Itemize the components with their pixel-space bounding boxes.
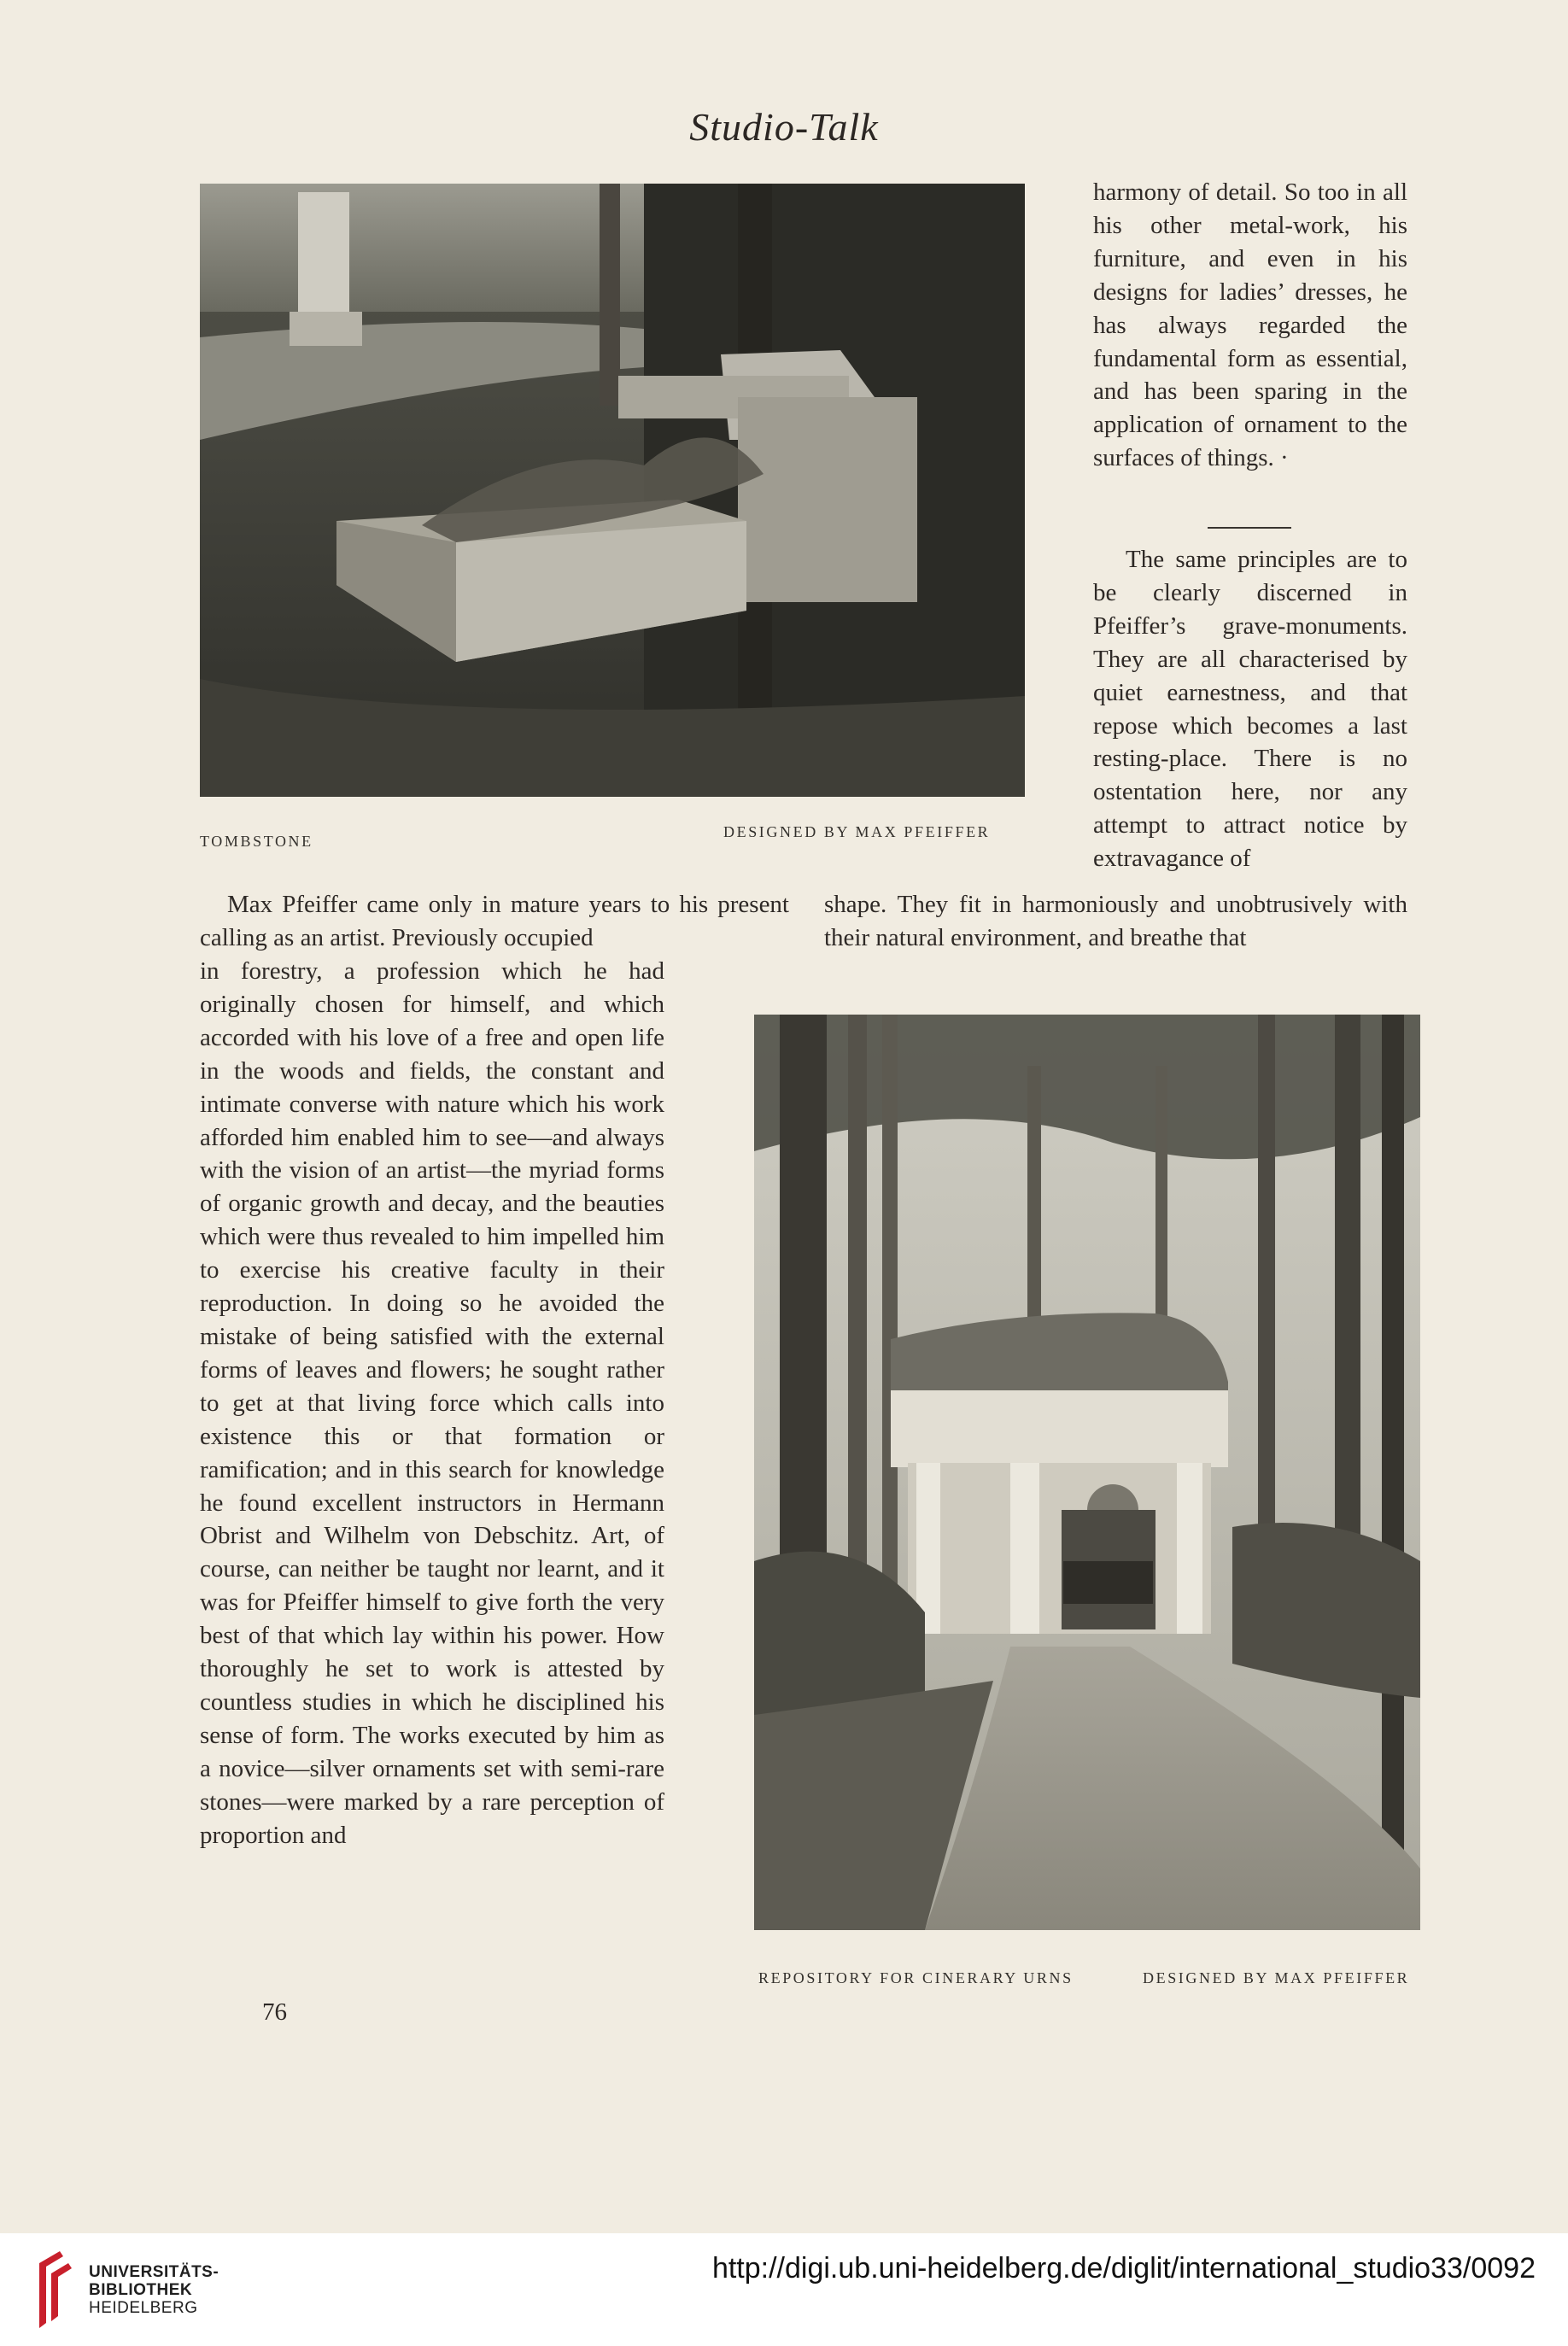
- source-url[interactable]: http://digi.ub.uni-heidelberg.de/diglit/international_studio33/0092: [711, 2252, 1536, 2285]
- footer-bar: [0, 2233, 1568, 2346]
- paragraph: The same principles are to be clearly discerned in Pfeiffer’s grave-monuments. They are all characterised by quiet earnestness, and that repose which becomes a last resting-place. There is no ostentation here, nor any attempt to attract notice by extravagance of: [1093, 546, 1407, 873]
- right-column-continuation: [824, 888, 1407, 955]
- repository-photo: [754, 1015, 1420, 1930]
- library-name: [89, 2263, 219, 2317]
- page-number: 76: [262, 1998, 287, 2026]
- caption-tombstone-right: DESIGNED BY MAX PFEIFFER: [723, 823, 991, 840]
- left-column-first-lines: [200, 888, 789, 955]
- paragraph: Max Pfeiffer came only in mature years to his present calling as an artist. Previously occupied: [200, 891, 789, 951]
- paragraph: harmony of detail. So too in all his other metal-work, his furniture, and even in his designs for ladies’ dresses, he has always regarded the fundamental form as essential, and has been sparing in the application of ornament to the surfaces of things. ·: [1093, 178, 1407, 472]
- library-name-line1: UNIVERSITÄTS-: [89, 2263, 219, 2281]
- caption-tombstone-left: TOMBSTONE: [200, 833, 313, 850]
- paragraph: shape. They fit in harmoniously and unobtrusively with their natural environment, and breathe that: [824, 891, 1407, 951]
- right-column-text-1: [1093, 176, 1407, 475]
- library-name-line3: HEIDELBERG: [89, 2299, 198, 2317]
- library-name-line2: BIBLIOTHEK: [89, 2281, 193, 2299]
- tombstone-photo: [200, 184, 1025, 797]
- caption-repository-right: DESIGNED BY MAX PFEIFFER: [1143, 1969, 1410, 1986]
- left-column-body: [200, 955, 664, 1852]
- paragraph: in forestry, a profession which he had originally chosen for himself, and which accorded with his love of a free and open life in the woods and fields, the constant and intimate converse with nature which his work afforded him enabled him to see—and always with the vision of an artist—the myriad forms of organic growth and decay, and the beauties which were thus revealed to him impelled him to exercise his creative faculty in their reproduction. In doing so he avoided the mistake of being satisfied with the external forms of leaves and flowers; he sought rather to get at that living force which calls into existence this or that formation or ramification; and in this search for knowledge he found excellent instructors in Hermann Obrist and Wilhelm von Debschitz. Art, of course, can neither be taught nor learnt, and it was for Pfeiffer himself to give forth the very best of that which lay within his power. How thoroughly he set to work is attested by countless studies in which he disciplined his sense of form. The works executed by him as a novice—silver ornaments set with semi-rare stones—were marked by a rare perception of proportion and: [200, 957, 664, 1849]
- right-column-text-2: [1093, 543, 1407, 875]
- running-head: Studio-Talk: [689, 105, 879, 149]
- section-divider: [1208, 527, 1291, 529]
- library-logo-icon: [34, 2248, 75, 2331]
- caption-repository-left: REPOSITORY FOR CINERARY URNS: [758, 1969, 1074, 1986]
